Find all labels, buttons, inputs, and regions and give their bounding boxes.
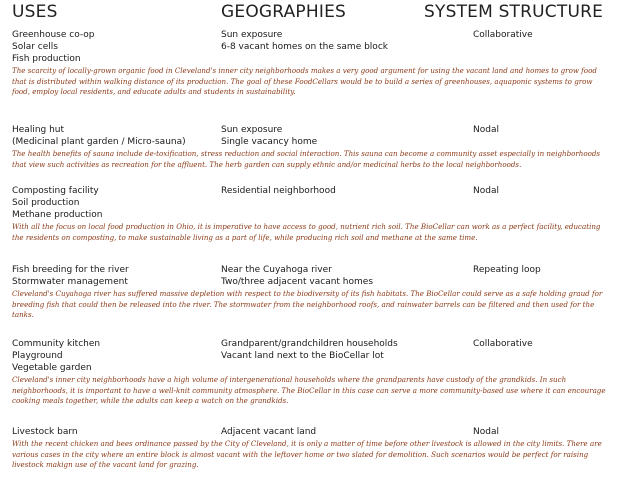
structure-text: Nodal: [473, 125, 499, 135]
geography-text: Near the Cuyahoga river: [221, 265, 332, 275]
entry-description: The health benefits of sauna include de-toxification, stress reduction and social interaction. This sauna can become a community asset especially in neighborhoods that view such activities as recreation for the affluent. The herb garden can supply ethnic and/or medicinal herbs to the local neighborhoods.: [12, 149, 601, 169]
header-system-structure: SYSTEM STRUCTURE: [424, 2, 604, 22]
geography-text: Two/three adjacent vacant homes: [221, 277, 374, 287]
use-text: Vegetable garden: [12, 363, 92, 373]
entry-description: The scarcity of locally-grown organic food in Cleveland's inner city neighborhoods makes a very good argument for using the vacant land and homes to grow food that is distributed within walking distance of its production. The goal of these FoodCellars would be to build a series of greenhouses, aquaponic systems to grow food, employ local residents, and educate adults and students in sustainability.: [12, 66, 597, 97]
entry-greenhouse: [0, 29, 620, 98]
geography-text: Residential neighborhood: [221, 186, 336, 196]
entry-composting: [0, 185, 620, 243]
entry-description: With all the focus on local food production in Ohio, it is imperative to have access to good, nutrient rich soil. The BioCellar can work as a perfect facility, educating the residents on composting, to make sustainable living as a part of life, while producing rich soil and methane at the same time.: [12, 222, 601, 242]
entry-healing-hut: [0, 124, 620, 170]
geography-text: Grandparent/grandchildren households: [221, 339, 398, 349]
entry-community-kitchen: [0, 338, 620, 407]
structure-text: Collaborative: [473, 339, 533, 349]
entry-fish-breeding: [0, 264, 620, 321]
use-text: Solar cells: [12, 42, 58, 52]
geography-text: Sun exposure: [221, 30, 283, 40]
structure-text: Collaborative: [473, 30, 533, 40]
use-text: Fish breeding for the river: [12, 265, 129, 275]
header-geographies: GEOGRAPHIES: [221, 2, 347, 22]
use-text: Playground: [12, 351, 63, 361]
use-text: Fish production: [12, 54, 81, 64]
structure-text: Nodal: [473, 427, 499, 437]
entry-description: Cleveland's Cuyahoga river has suffered massive depletion with respect to the biodiversity of its fish habitats. The BioCellar could serve as a safe holding graud for breeding fish that could then be released into the river. The stormwater from the neighborhood roofs, and rainwater barrels can be filtered and then used for the tanks.: [12, 289, 603, 320]
entry-description: With the recent chicken and bees ordinance passed by the City of Cleveland, it is only a matter of time before other livestock is allowed in the city limits. There are various cases in the city where an entire block is almost vacant with the leftover home or two slated for demolition. Such scenarios would be perfect for raising livestock makign use of the vacant land for grazing.: [12, 439, 602, 470]
entry-livestock-barn: [0, 426, 620, 471]
geography-text: Single vacancy home: [221, 137, 318, 147]
use-text: Greenhouse co-op: [12, 30, 95, 40]
geography-text: Sun exposure: [221, 125, 283, 135]
structure-text: Nodal: [473, 186, 499, 196]
structure-text: Repeating loop: [473, 265, 541, 275]
header-uses: USES: [12, 2, 58, 22]
use-text: Livestock barn: [12, 427, 78, 437]
use-text: Soil production: [12, 198, 80, 208]
use-text: Composting facility: [12, 186, 99, 196]
geography-text: 6-8 vacant homes on the same block: [221, 42, 388, 52]
use-text: Community kitchen: [12, 339, 101, 349]
use-text: Healing hut: [12, 125, 65, 135]
entry-description: Cleveland's inner city neighborhoods have a high volume of intergenerational households where the grandparents have custody of the grandkids. In such neighborhoods, it is important to have a well-knit community atmosphere. The BioCellar in this case can serve a more community-based use where it can encourage cooking meals together, while the adults can keep a watch on the grandkids.: [12, 375, 606, 406]
use-text: (Medicinal plant garden / Micro-sauna): [12, 137, 186, 147]
use-text: Methane production: [12, 210, 103, 220]
geography-text: Adjacent vacant land: [221, 427, 317, 437]
use-text: Stormwater management: [12, 277, 128, 287]
geography-text: Vacant land next to the BioCellar lot: [221, 351, 384, 361]
